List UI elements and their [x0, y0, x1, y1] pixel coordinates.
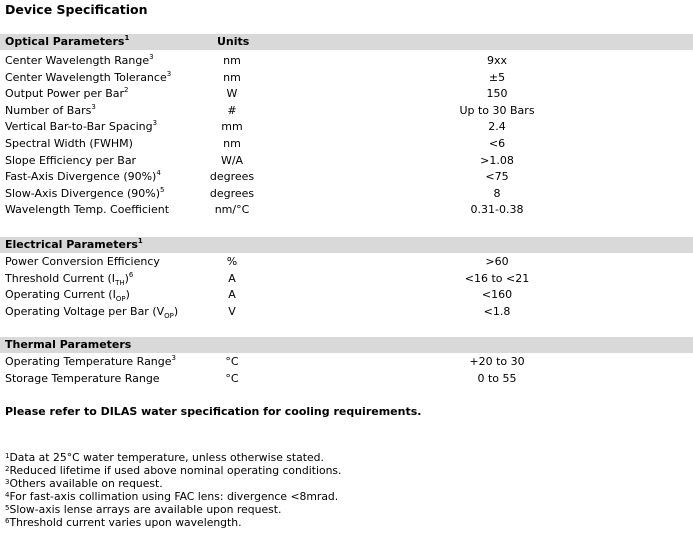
table-row: Slow-Axis Divergence $(90\%)^5$ degrees 8 — [5, 185, 501, 200]
table-row: Operating Temperature Range$^3$ °C +20 to 30 — [5, 354, 525, 368]
optical-parameters-title: Optical Parameters$^1$ — [5, 34, 130, 48]
parameter-name: Slope Efficiency per Bar — [5, 153, 137, 167]
parameter-name: Spectral Width (FWHM) — [5, 136, 133, 150]
electrical-parameters-header — [0, 237, 693, 253]
parameter-name: Operating Voltage per Bar $(V_{OP})$ — [5, 304, 179, 320]
thermal-parameters-title: Thermal Parameters — [5, 338, 132, 351]
thermal-parameters-header — [0, 337, 693, 353]
table-row: Output Power per Bar$^2$ W 150 — [5, 86, 508, 101]
table-row: Vertical Bar-to-Bar Spacing$^3$ mm 2.4 — [5, 119, 506, 134]
footnote: $^4$For fast-axis collimation using FAC lens: divergence <8mrad. — [5, 490, 339, 503]
footnote: $^6$Threshold current varies upon wavelength. — [5, 516, 242, 529]
page-title: Device Specification — [5, 2, 148, 17]
footnote: $^5$Slow-axis lense arrays are available upon request. — [5, 503, 282, 516]
optical-parameters-header — [0, 34, 693, 50]
footnote: $^2$Reduced lifetime if used above nominal operating conditions. — [5, 464, 342, 477]
footnote: $^1$Data at 25°C water temperature, unless otherwise stated. — [5, 451, 324, 464]
thermal-parameters-section — [0, 337, 693, 387]
units-column-header: Units — [217, 35, 250, 48]
table-row: Center Wavelength Tolerance$^3$ nm ±5 — [5, 69, 506, 84]
parameter-name: Vertical Bar-to-Bar Spacing$^3$ — [5, 119, 158, 134]
parameter-name: Fast-Axis Divergence $(90\%)^4$ — [5, 169, 161, 184]
table-row: Slope Efficiency per Bar W/A >1.08 — [5, 153, 514, 167]
cooling-note: Please refer to DILAS water specification for cooling requirements. — [5, 405, 422, 418]
table-row: Wavelength Temp. Coefficient nm/°C 0.31-0.38 — [5, 203, 524, 217]
parameter-name: Wavelength Temp. Coefficient — [5, 203, 170, 217]
optical-parameters-section — [0, 34, 693, 219]
electrical-parameters-section — [0, 237, 693, 320]
parameter-name: Output Power per Bar$^2$ — [5, 86, 129, 101]
footnotes — [5, 451, 341, 529]
table-row: Storage Temperature Range °C 0 to 55 — [5, 371, 517, 385]
parameter-name: Storage Temperature Range — [5, 371, 160, 385]
parameter-name: Number of Bars$^3$ — [5, 102, 96, 117]
table-row: Fast-Axis Divergence $(90\%)^4$ degrees <75 — [5, 169, 509, 184]
electrical-parameters-title: Electrical Parameters$^1$ — [5, 237, 143, 251]
table-row: Center Wavelength Range$^3$ nm 9xx — [5, 53, 508, 67]
parameter-name: Threshold Current $(I_{TH})^6$ — [5, 270, 134, 287]
table-row: Operating Current $(I_{OP})$ A <160 — [5, 288, 513, 304]
parameter-name: Operating Temperature Range$^3$ — [5, 354, 176, 368]
table-row: Operating Voltage per Bar $(V_{OP})$ V <1.8 — [5, 304, 511, 320]
parameter-name: Operating Current $(I_{OP})$ — [5, 288, 130, 304]
parameter-name: Center Wavelength Range$^3$ — [5, 53, 154, 67]
table-row: Number of Bars$^3$ # Up to 30 Bars — [5, 102, 535, 117]
table-row: Power Conversion Efficiency % >60 — [5, 255, 509, 268]
footnote: $^3$Others available on request. — [5, 477, 163, 490]
parameter-name: Slow-Axis Divergence $(90\%)^5$ — [5, 185, 165, 200]
table-row: Threshold Current $(I_{TH})^6$ A <16 to <21 — [5, 270, 530, 287]
table-row: Spectral Width (FWHM) nm <6 — [5, 136, 506, 150]
parameter-name: Power Conversion Efficiency — [5, 255, 160, 268]
parameter-name: Center Wavelength Tolerance$^3$ — [5, 69, 172, 84]
